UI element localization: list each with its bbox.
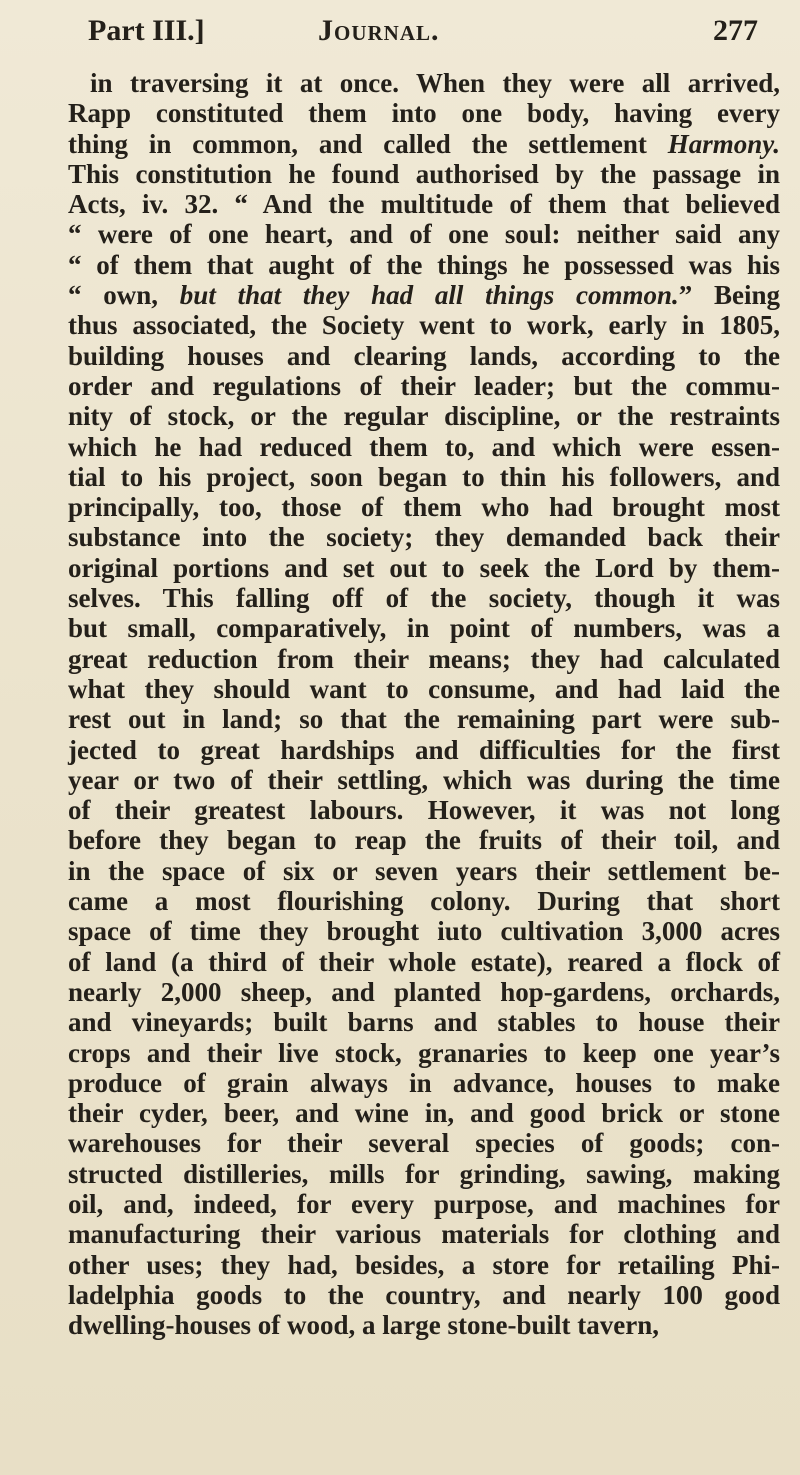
text-segment: which he had reduced them to, and which were essen- bbox=[68, 431, 780, 462]
text-segment: before they began to reap the fruits of their toil, and bbox=[68, 825, 780, 856]
text-segment: substance into the society; they demanded back their bbox=[68, 522, 780, 553]
text-segment: in the space of six or seven years their settlement be- bbox=[68, 855, 780, 886]
text-line bbox=[68, 280, 780, 310]
text-segment: thing in common, and called the settlement bbox=[68, 128, 668, 159]
text-line bbox=[68, 462, 780, 492]
text-line bbox=[68, 1159, 780, 1189]
text-segment: came a most flourishing colony. During that short bbox=[68, 886, 780, 917]
text-line bbox=[68, 1007, 780, 1037]
text-segment: manufacturing their various materials for clothing and bbox=[68, 1219, 780, 1250]
text-line bbox=[68, 1128, 780, 1158]
text-segment: ” Being bbox=[678, 280, 780, 311]
text-segment: order and regulations of their leader; but the commu- bbox=[68, 370, 780, 401]
text-segment: nity of stock, or the regular discipline, or the restraints bbox=[68, 401, 780, 432]
part-label: Part III.] bbox=[88, 14, 205, 47]
text-segment: This constitution he found authorised by the passage in bbox=[68, 158, 780, 189]
text-line bbox=[68, 1250, 780, 1280]
text-segment: other uses; they had, besides, a store for retailing Phi- bbox=[68, 1249, 780, 1280]
text-line bbox=[68, 522, 780, 552]
text-segment: crops and their live stock, granaries to keep one year’s bbox=[68, 1037, 780, 1068]
running-title: Journal. bbox=[318, 14, 440, 47]
body-text bbox=[68, 68, 780, 1340]
italic-text: Harmony. bbox=[667, 128, 780, 159]
text-line bbox=[68, 1098, 780, 1128]
text-line bbox=[68, 129, 780, 159]
text-line bbox=[68, 886, 780, 916]
text-segment: thus associated, the Society went to work, early in 1805, bbox=[68, 310, 780, 341]
running-header bbox=[88, 14, 758, 58]
text-line bbox=[68, 947, 780, 977]
text-segment: oil, and, indeed, for every purpose, and machines for bbox=[68, 1188, 780, 1219]
text-line bbox=[68, 674, 780, 704]
text-segment: “ of them that aught of the things he possessed was his bbox=[68, 249, 780, 280]
text-line bbox=[68, 825, 780, 855]
text-line bbox=[68, 795, 780, 825]
text-segment: nearly 2,000 sheep, and planted hop-gardens, orchards, bbox=[68, 976, 780, 1007]
text-segment: tial to his project, soon began to thin his followers, and bbox=[68, 461, 780, 492]
text-segment: ladelphia goods to the country, and nearly 100 good bbox=[68, 1279, 780, 1310]
text-line bbox=[68, 432, 780, 462]
text-line bbox=[68, 1280, 780, 1310]
text-line bbox=[68, 159, 780, 189]
text-segment: jected to great hardships and difficulties for the first bbox=[68, 734, 780, 765]
text-line bbox=[68, 341, 780, 371]
text-segment: “ own, bbox=[68, 280, 180, 311]
text-line bbox=[68, 765, 780, 795]
text-line bbox=[68, 644, 780, 674]
text-segment: principally, too, those of them who had brought most bbox=[68, 492, 780, 523]
text-line bbox=[68, 492, 780, 522]
text-segment: what they should want to consume, and had laid the bbox=[68, 673, 780, 704]
text-line bbox=[68, 583, 780, 613]
text-segment: rest out in land; so that the remaining part were sub- bbox=[68, 704, 780, 735]
text-segment: space of time they brought iuto cultivation 3,000 acres bbox=[68, 916, 780, 947]
text-line bbox=[68, 1310, 780, 1340]
text-segment: of land (a third of their whole estate), reared a flock of bbox=[68, 946, 780, 977]
text-line bbox=[68, 977, 780, 1007]
text-segment: of their greatest labours. However, it was not long bbox=[68, 795, 780, 826]
text-line bbox=[68, 310, 780, 340]
text-line bbox=[68, 1038, 780, 1068]
text-segment: warehouses for their several species of goods; con- bbox=[68, 1128, 780, 1159]
italic-text: but that they had all things common. bbox=[179, 280, 679, 311]
text-segment: “ were of one heart, and of one soul: neither said any bbox=[68, 219, 780, 250]
text-segment: Rapp constituted them into one body, having every bbox=[68, 98, 780, 129]
text-segment: dwelling-houses of wood, a large stone-built tavern, bbox=[68, 1310, 660, 1341]
text-segment: produce of grain always in advance, houses to make bbox=[68, 1067, 780, 1098]
text-line bbox=[68, 735, 780, 765]
text-line bbox=[68, 401, 780, 431]
text-line bbox=[68, 189, 780, 219]
text-line bbox=[68, 371, 780, 401]
text-line bbox=[68, 219, 780, 249]
text-line bbox=[68, 856, 780, 886]
text-segment: but small, comparatively, in point of numbers, was a bbox=[68, 613, 780, 644]
page-number: 277 bbox=[713, 14, 758, 47]
text-line bbox=[68, 553, 780, 583]
text-line bbox=[68, 1219, 780, 1249]
text-line bbox=[68, 1189, 780, 1219]
text-line bbox=[68, 916, 780, 946]
text-line bbox=[68, 68, 780, 98]
text-segment: year or two of their settling, which was during the time bbox=[68, 764, 780, 795]
text-segment: their cyder, beer, and wine in, and good brick or stone bbox=[68, 1098, 780, 1129]
text-line bbox=[68, 98, 780, 128]
text-segment: Acts, iv. 32. “ And the multitude of them that believed bbox=[68, 189, 780, 220]
text-segment: structed distilleries, mills for grinding, sawing, making bbox=[68, 1158, 780, 1189]
text-line bbox=[68, 1068, 780, 1098]
text-segment: building houses and clearing lands, according to the bbox=[68, 340, 780, 371]
text-line bbox=[68, 613, 780, 643]
text-segment: in traversing it at once. When they were all arrived, bbox=[90, 68, 780, 98]
text-line bbox=[68, 250, 780, 280]
text-segment: selves. This falling off of the society, though it was bbox=[68, 583, 780, 614]
text-segment: original portions and set out to seek the Lord by them- bbox=[68, 552, 780, 583]
text-segment: great reduction from their means; they had calculated bbox=[68, 643, 780, 674]
text-line bbox=[68, 704, 780, 734]
text-segment: and vineyards; built barns and stables to house their bbox=[68, 1007, 780, 1038]
